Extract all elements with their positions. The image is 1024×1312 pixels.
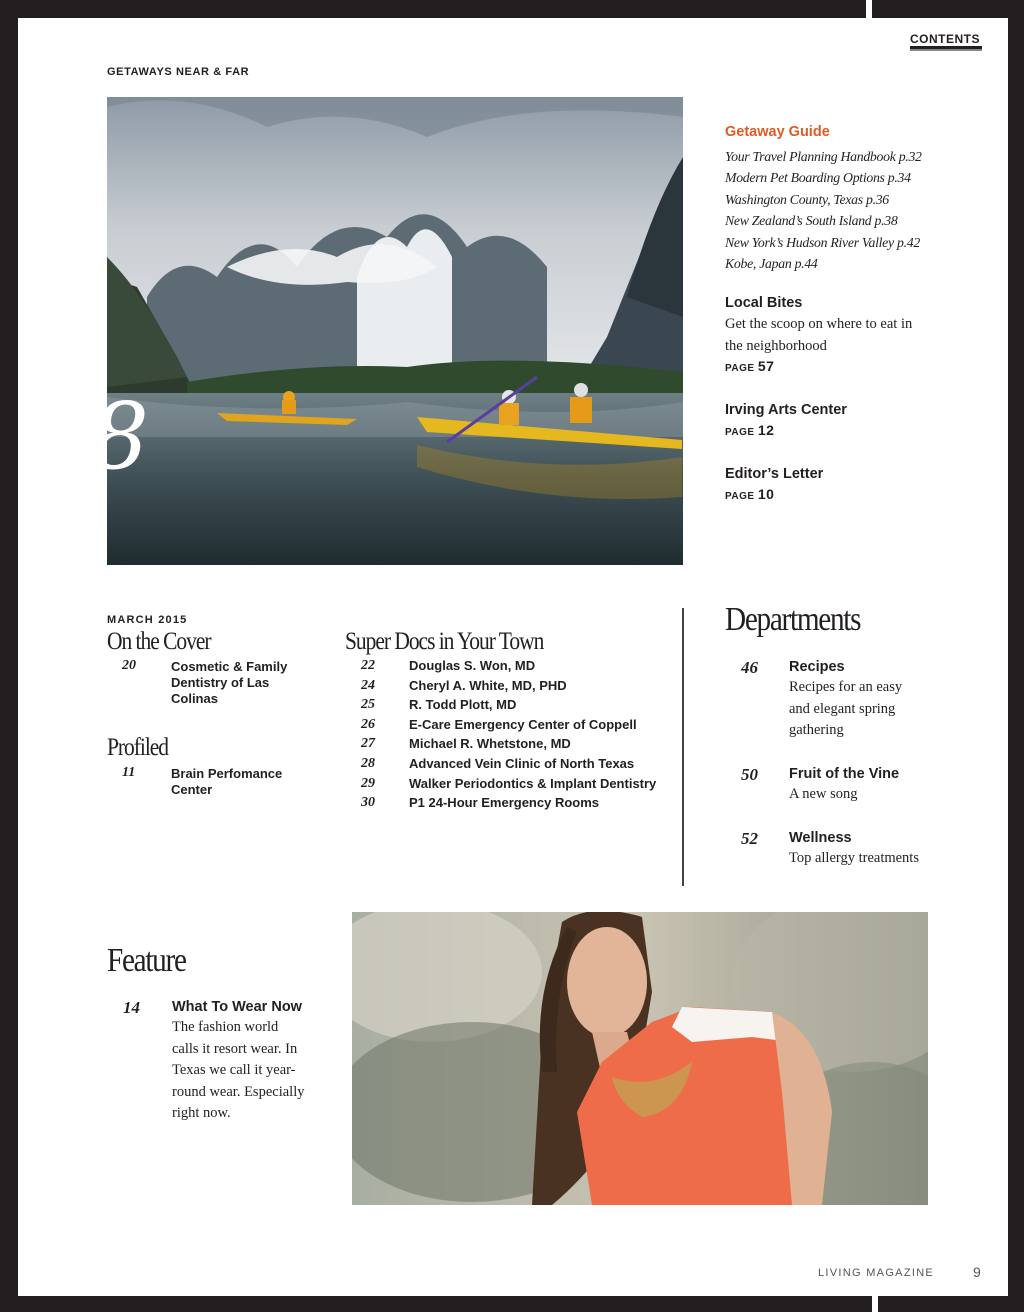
- local-bites-page-ref: [725, 358, 965, 374]
- page-number: 12: [757, 422, 775, 438]
- super-docs-list: [345, 658, 665, 828]
- contents-label: CONTENTS: [910, 32, 980, 46]
- fashion-model-photo: [352, 912, 928, 1205]
- feature-desc-line: Texas we call it year-: [172, 1062, 296, 1078]
- on-cover-line: Colinas: [171, 691, 218, 706]
- feature-desc-line: The fashion world: [172, 1019, 279, 1035]
- editors-letter-page-ref: [725, 486, 965, 502]
- department-title: Fruit of the Vine: [789, 766, 900, 782]
- getaway-guide-item[interactable]: Modern Pet Boarding Options p.34: [725, 170, 911, 186]
- frame-notch-top: [866, 0, 872, 18]
- frame-notch-bottom: [872, 1296, 878, 1312]
- profiled-line: Brain Perfomance: [171, 766, 283, 781]
- department-title: Wellness: [789, 830, 852, 846]
- getaway-guide-item[interactable]: Washington County, Texas p.36: [725, 191, 889, 207]
- department-desc-line: and elegant spring: [789, 700, 896, 717]
- super-docs-page-number: 24: [361, 677, 375, 693]
- department-desc-line: Top allergy treatments: [789, 850, 919, 866]
- super-docs-page-number: 28: [361, 756, 375, 771]
- page-number: 10: [757, 486, 775, 502]
- profiled-text: [171, 766, 321, 798]
- on-cover-text: [171, 659, 321, 707]
- super-docs-name: R. Todd Plott, MD: [409, 697, 517, 713]
- getaway-guide-item[interactable]: New Zealand’s South Island p.38: [725, 213, 898, 229]
- feature-desc-line: calls it resort wear. In: [172, 1040, 298, 1057]
- page-number: 57: [757, 358, 775, 374]
- department-desc-line: Recipes for an easy: [789, 679, 903, 695]
- feature-heading: What To Wear Now: [172, 999, 302, 1015]
- local-bites-desc-2: the neighborhood: [725, 337, 827, 354]
- irving-arts-entry[interactable]: [725, 402, 965, 438]
- local-bites-desc-1: Get the scoop on where to eat in: [725, 316, 913, 332]
- getaway-guide-item[interactable]: New York’s Hudson River Valley p.42: [725, 234, 920, 250]
- profiled-title: Profiled: [107, 734, 169, 761]
- department-page-number: 50: [741, 765, 758, 784]
- contents-underline-shadow: [910, 49, 982, 51]
- page-label: PAGE: [725, 491, 755, 502]
- magazine-page: [18, 18, 1008, 1296]
- issue-date: MARCH 2015: [107, 614, 188, 626]
- irving-arts-page-ref: [725, 422, 965, 438]
- super-docs-name: E-Care Emergency Center of Coppell: [409, 716, 637, 732]
- page-label: PAGE: [725, 363, 755, 374]
- departments-title: Departments: [725, 601, 861, 638]
- department-text: [789, 830, 989, 870]
- super-docs-page-number: 27: [361, 736, 375, 752]
- kayak-fjord-illustration: [107, 97, 683, 565]
- footer-magazine-name: LIVING MAGAZINE: [818, 1267, 935, 1279]
- footer-page-number: 9: [973, 1264, 981, 1280]
- fashion-model-illustration: [352, 912, 928, 1205]
- super-docs-name: Douglas S. Won, MD: [409, 658, 536, 673]
- kayak-fjord-photo: [107, 97, 683, 565]
- super-docs-name: Cheryl A. White, MD, PHD: [409, 677, 567, 693]
- feature-title: Feature: [107, 942, 186, 979]
- getaway-guide-item[interactable]: Your Travel Planning Handbook p.32: [725, 149, 922, 164]
- department-title: Recipes: [789, 659, 845, 675]
- profiled-page-number: 11: [122, 765, 136, 780]
- department-page-number: 46: [741, 658, 758, 677]
- super-docs-name: P1 24-Hour Emergency Rooms: [409, 795, 600, 811]
- local-bites-title: Local Bites: [725, 295, 803, 311]
- on-cover-page-number: 20: [122, 658, 136, 673]
- department-text: [789, 766, 989, 806]
- super-docs-page-number: 26: [361, 716, 375, 732]
- getaway-guide-list: [725, 146, 955, 274]
- feature-page-number: 14: [123, 998, 140, 1017]
- department-page-number: 52: [741, 829, 758, 848]
- getaway-guide-item[interactable]: Kobe, Japan p.44: [725, 256, 818, 272]
- super-docs-title: Super Docs in Your Town: [345, 628, 544, 655]
- feature-desc-line: round wear. Especially: [172, 1083, 305, 1100]
- editors-letter-title: Editor’s Letter: [725, 466, 824, 482]
- local-bites-entry[interactable]: [725, 295, 965, 374]
- super-docs-page-number: 29: [361, 775, 375, 791]
- department-text: [789, 659, 989, 742]
- super-docs-name: Advanced Vein Clinic of North Texas: [409, 756, 635, 771]
- super-docs-page-number: 30: [361, 795, 375, 811]
- feature-text: [172, 999, 342, 1125]
- super-docs-name: Michael R. Whetstone, MD: [409, 736, 571, 752]
- profiled-line: Center: [171, 782, 213, 797]
- editors-letter-entry[interactable]: [725, 466, 965, 502]
- irving-arts-title: Irving Arts Center: [725, 402, 847, 418]
- super-docs-page-number: 25: [361, 697, 375, 713]
- getaway-guide-title: Getaway Guide: [725, 124, 830, 140]
- feature-page-number: 38: [36, 383, 146, 490]
- feature-desc-line: right now.: [172, 1105, 231, 1121]
- column-divider: [682, 608, 684, 886]
- department-desc-line: A new song: [789, 786, 858, 802]
- section-kicker: GETAWAYS NEAR & FAR: [107, 66, 250, 78]
- super-docs-page-number: 22: [361, 658, 375, 673]
- on-cover-line: Cosmetic & Family: [171, 659, 288, 674]
- on-cover-title: On the Cover: [107, 628, 211, 655]
- page-label: PAGE: [725, 427, 755, 438]
- super-docs-name: Walker Periodontics & Implant Dentistry: [409, 775, 657, 791]
- department-desc-line: gathering: [789, 722, 844, 738]
- on-cover-line: Dentistry of Las: [171, 675, 270, 690]
